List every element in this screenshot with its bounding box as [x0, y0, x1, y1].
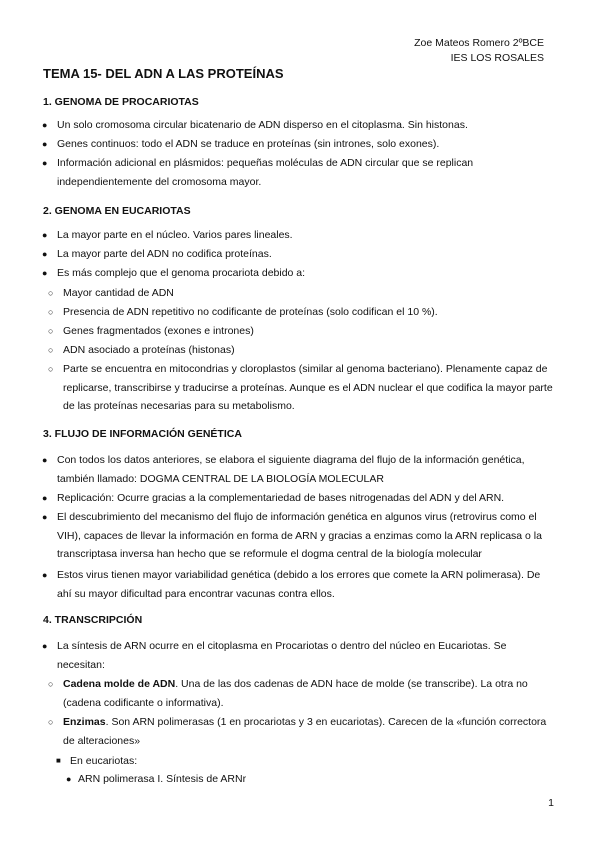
bullet-disc-icon: ●	[42, 455, 48, 465]
list-item: La mayor parte del ADN no codifica proteínas.	[57, 248, 272, 260]
sub-list-item	[63, 675, 557, 712]
section-heading-2: 2. GENOMA EN EUCARIOTAS	[43, 205, 191, 217]
list-item: Es más complejo que el genoma procariota debido a:	[57, 267, 306, 279]
bullet-circle-icon: ○	[48, 364, 54, 374]
author-name: Zoe Mateos Romero 2ºBCE	[414, 37, 544, 49]
bullet-circle-icon: ○	[48, 307, 54, 317]
section-heading-1: 1. GENOMA DE PROCARIOTAS	[43, 96, 199, 108]
bullet-circle-icon: ○	[48, 679, 54, 689]
sub-sub-list-item: En eucariotas:	[70, 755, 138, 767]
list-item: Información adicional en plásmidos: pequeñas moléculas de ADN circular que se replican independientemente del cromosoma mayor.	[57, 157, 474, 188]
bullet-disc-icon: ●	[42, 230, 48, 240]
bullet-disc-icon: ●	[42, 268, 48, 278]
term-enzimas-desc: . Son ARN polimerasas (1 en procariotas y 3 en eucariotas). Carecen de la «función correctora de alteraciones»	[63, 716, 547, 747]
bullet-circle-icon: ○	[48, 326, 54, 336]
term-enzimas: Enzimas	[63, 716, 106, 728]
sub-list-item: Parte se encuentra en mitocondrias y cloroplastos (similar al genoma bacteriano). Plenamente capaz de replicarse, transcribirse y traducirse a proteínas. Aunque es el ADN nuclear el que codifica la mayor parte de las proteínas necesarias para su metabolismo.	[63, 363, 553, 412]
list-item: Con todos los datos anteriores, se elabora el siguiente diagrama del flujo de la información genética, también llamado: DOGMA CENTRAL DE LA BIOLOGÍA MOLECULAR	[57, 454, 525, 485]
bullet-square-icon: ■	[56, 756, 61, 765]
list-item: Replicación: Ocurre gracias a la complementariedad de bases nitrogenadas del ADN y del ARN.	[57, 492, 505, 504]
bullet-circle-icon: ○	[48, 345, 54, 355]
bullet-disc-icon: ●	[42, 570, 48, 580]
term-cadena-molde-desc: . Una de las dos cadenas de ADN hace de molde (se transcribe). La otra no (cadena codificante o informativa).	[63, 678, 528, 709]
section-heading-3: 3. FLUJO DE INFORMACIÓN GENÉTICA	[43, 428, 242, 440]
bullet-disc-icon: ●	[42, 641, 48, 651]
bullet-disc-icon: ●	[42, 493, 48, 503]
list-item: Un solo cromosoma circular bicatenario de ADN disperso en el citoplasma. Sin histonas.	[57, 119, 468, 131]
term-cadena-molde: Cadena molde de ADN	[63, 678, 176, 690]
sub-sub-sub-list-item: ARN polimerasa I. Síntesis de ARNr	[78, 773, 247, 785]
school-name: IES LOS ROSALES	[450, 52, 544, 64]
list-item: El descubrimiento del mecanismo del flujo de información genética en algunos virus (retrovirus como el VIH), capaces de llevar la información en forma de ARN y gracias a enzimas como la ARN replicasa o la transcriptasa inversa han hecho que se reformule el dogma central de la biología molecular	[57, 511, 542, 560]
bullet-circle-icon: ○	[48, 717, 54, 727]
sub-list-item: Presencia de ADN repetitivo no codificante de proteínas (solo codifican el 10 %).	[63, 306, 438, 318]
bullet-disc-icon: ●	[42, 512, 48, 522]
list-item: La mayor parte en el núcleo. Varios pares lineales.	[57, 229, 293, 241]
sub-list-item	[63, 713, 557, 750]
sub-list-item: Mayor cantidad de ADN	[63, 287, 174, 299]
bullet-disc-icon: ●	[42, 249, 48, 259]
author-block	[414, 36, 544, 66]
bullet-disc-icon: ●	[66, 774, 72, 784]
page-number: 1	[548, 797, 554, 809]
list-item: Genes continuos: todo el ADN se traduce en proteínas (sin intrones, solo exones).	[57, 138, 440, 150]
list-item: La síntesis de ARN ocurre en el citoplasma en Procariotas o dentro del núcleo en Eucariotas. Se necesitan:	[57, 640, 507, 671]
bullet-disc-icon: ●	[42, 139, 48, 149]
bullet-disc-icon: ●	[42, 120, 48, 130]
bullet-circle-icon: ○	[48, 288, 54, 298]
document-title: TEMA 15- DEL ADN A LAS PROTEÍNAS	[43, 66, 284, 81]
bullet-disc-icon: ●	[42, 158, 48, 168]
sub-list-item: ADN asociado a proteínas (histonas)	[63, 344, 235, 356]
section-heading-4: 4. TRANSCRIPCIÓN	[43, 614, 143, 626]
sub-list-item: Genes fragmentados (exones e intrones)	[63, 325, 254, 337]
list-item: Estos virus tienen mayor variabilidad genética (debido a los errores que comete la ARN polimerasa). De ahí su mayor dificultad para encontrar vacunas contra ellos.	[57, 569, 541, 600]
